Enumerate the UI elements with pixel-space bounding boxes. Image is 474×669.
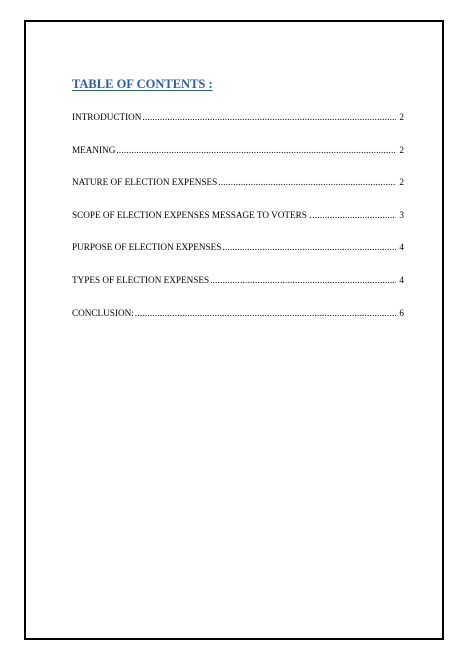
toc-entry-label: SCOPE OF ELECTION EXPENSES MESSAGE TO VOTERS . xyxy=(72,209,312,220)
toc-entry-label: MEANING xyxy=(72,144,116,155)
toc-dot-leader xyxy=(210,275,396,285)
toc-dot-leader xyxy=(222,242,396,252)
toc-entry-scope[interactable] xyxy=(72,210,404,243)
toc-list xyxy=(72,112,404,340)
toc-entry-purpose[interactable] xyxy=(72,242,404,275)
toc-dot-leader xyxy=(116,145,396,155)
toc-entry-label: CONCLUSION: xyxy=(72,307,134,318)
toc-entry-label: INTRODUCTION xyxy=(72,112,142,122)
toc-entry-conclusion[interactable] xyxy=(72,308,404,341)
toc-page-number: 2 xyxy=(399,144,404,155)
toc-page-number: 2 xyxy=(399,177,404,188)
toc-entry-types[interactable] xyxy=(72,275,404,308)
toc-page-number: 3 xyxy=(399,209,404,220)
toc-page-number: 2 xyxy=(399,112,404,122)
toc-dot-leader xyxy=(312,210,396,220)
toc-entry-label: TYPES OF ELECTION EXPENSES xyxy=(72,274,210,285)
toc-page-number: 4 xyxy=(399,242,404,253)
toc-page-number: 4 xyxy=(399,274,404,285)
toc-entry-meaning[interactable] xyxy=(72,145,404,178)
toc-entry-introduction[interactable] xyxy=(72,112,404,145)
toc-page-number: 6 xyxy=(399,307,404,318)
toc-dot-leader xyxy=(135,308,397,318)
toc-entry-label: PURPOSE OF ELECTION EXPENSES xyxy=(72,242,222,253)
toc-dot-leader xyxy=(218,177,396,187)
toc-entry-nature[interactable] xyxy=(72,177,404,210)
toc-entry-label: NATURE OF ELECTION EXPENSES xyxy=(72,177,218,188)
toc-dot-leader xyxy=(142,112,396,122)
toc-title: TABLE OF CONTENTS : xyxy=(72,77,213,91)
